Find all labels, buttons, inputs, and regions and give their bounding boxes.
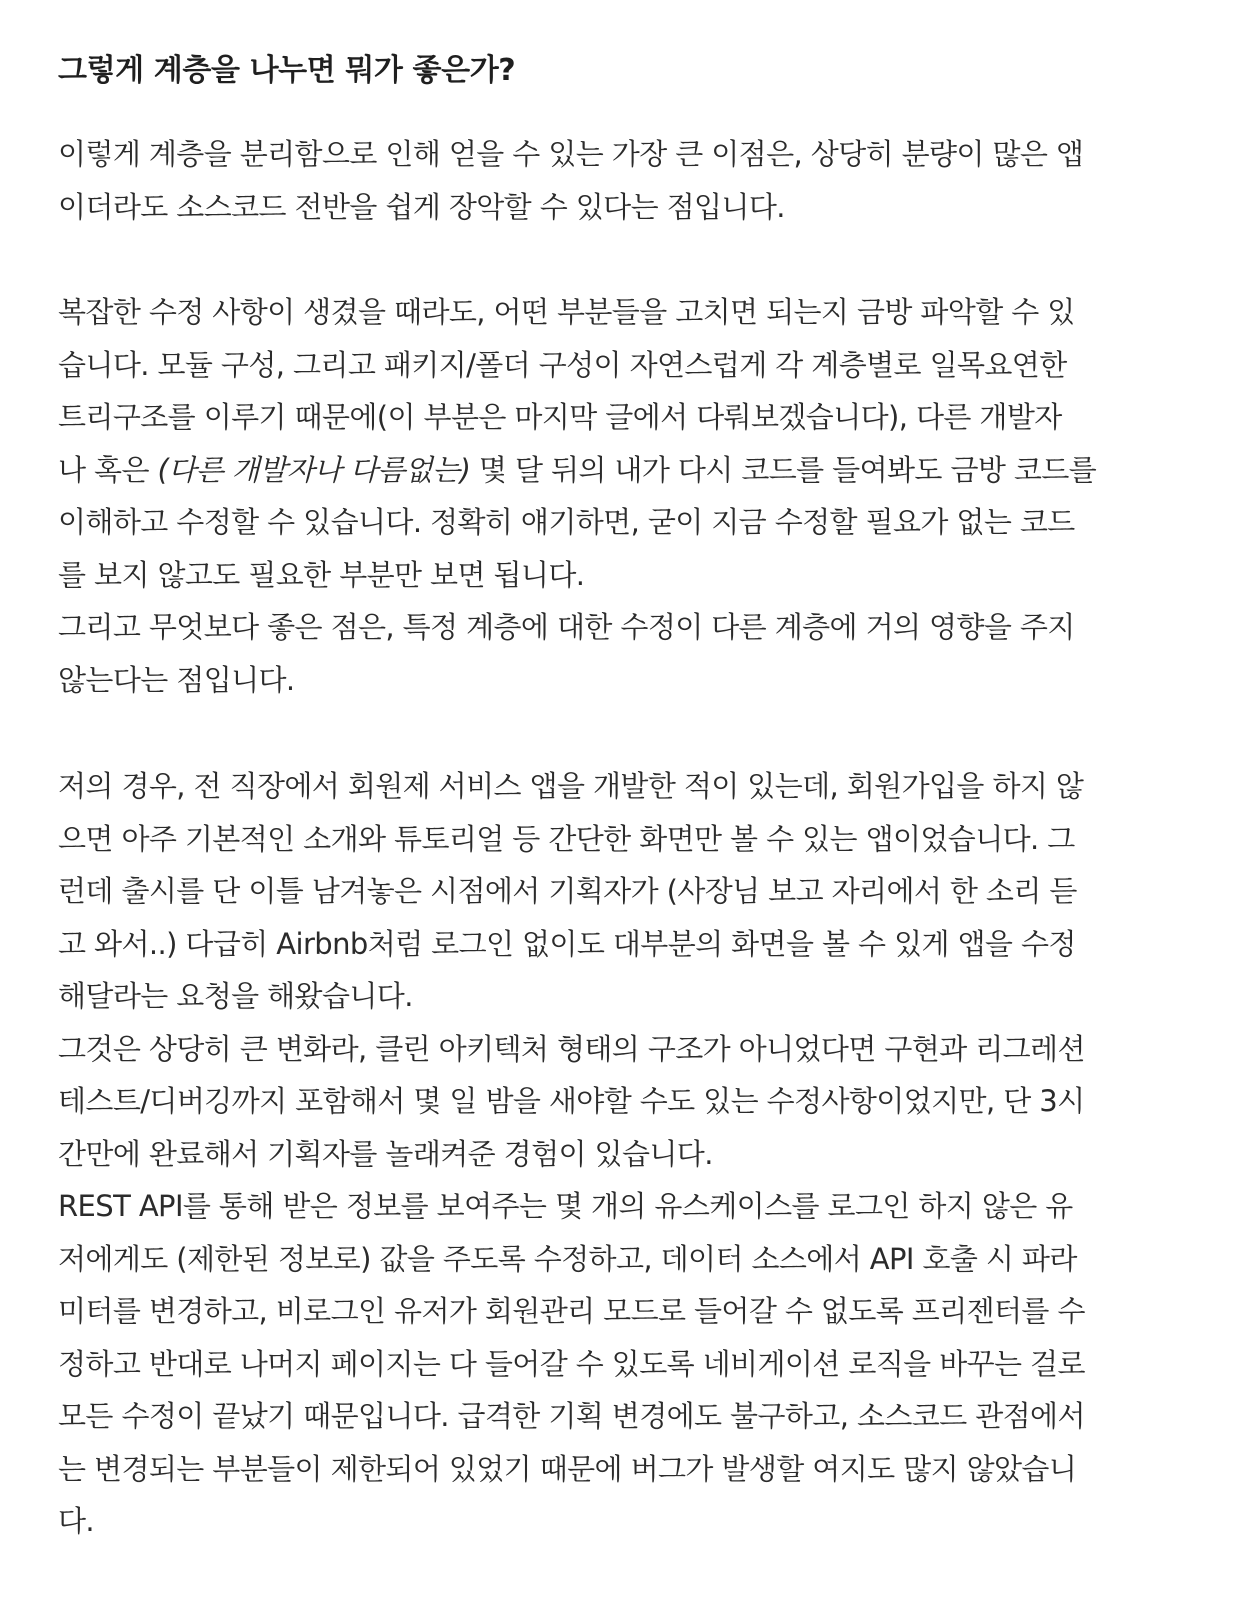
- paragraph-2: [58, 286, 1198, 706]
- text-line: 그것은 상당히 큰 변화라, 클린 아키텍처 형태의 구조가 아니었다면 구현과 리그레션: [58, 1031, 1085, 1066]
- italic-aside: (다른 개발자나 다름없는): [157, 452, 471, 487]
- text-line: 이렇게 계층을 분리함으로 인해 얻을 수 있는 가장 큰 이점은, 상당히 분량이 많은 앱: [58, 137, 1084, 171]
- text-line: 습니다. 모듈 구성, 그리고 패키지/폴더 구성이 자연스럽게 각 계층별로 일목요연한: [58, 347, 1067, 382]
- text-line: 다.: [58, 1504, 95, 1538]
- text-line: 는 변경되는 부분들이 제한되어 있었기 때문에 버그가 발생할 여지도 많지 않았습니: [58, 1451, 1077, 1486]
- text-line: 그리고 무엇보다 좋은 점은, 특정 계층에 대한 수정이 다른 계층에 거의 영향을 주지: [58, 610, 1075, 644]
- text-line: 고 와서..) 다급히 Airbnb처럼 로그인 없이도 대부분의 화면을 볼 수 있게 앱을 수정: [58, 926, 1076, 961]
- text-line: 트리구조를 이루기 때문에(이 부분은 마지막 글에서 다뤄보겠습니다), 다른 개발자: [58, 400, 1062, 434]
- text-line: 미터를 변경하고, 비로그인 유저가 회원관리 모드로 들어갈 수 없도록 프리젠터를 수: [58, 1294, 1085, 1328]
- paragraph-3: [58, 760, 1198, 1548]
- text-line: 모든 수정이 끝났기 때문입니다. 급격한 기획 변경에도 불구하고, 소스코드 관점에서: [58, 1399, 1085, 1433]
- text-line: 간만에 완료해서 기획자를 놀래켜준 경험이 있습니다.: [58, 1136, 713, 1171]
- text-line-with-italic: [58, 444, 1198, 497]
- text-line: 테스트/디버깅까지 포함해서 몇 일 밤을 새야할 수도 있는 수정사항이었지만, 단 3시: [58, 1084, 1085, 1118]
- paragraph-1: [58, 128, 1198, 233]
- text-line: 이더라도 소스코드 전반을 쉽게 장악할 수 있다는 점입니다.: [58, 189, 785, 224]
- text-line: 해달라는 요청을 해왔습니다.: [58, 979, 413, 1013]
- text-line: 으면 아주 기본적인 소개와 튜토리얼 등 간단한 화면만 볼 수 있는 앱이었습니다. 그: [58, 821, 1075, 856]
- text-line: 저의 경우, 전 직장에서 회원제 서비스 앱을 개발한 적이 있는데, 회원가입을 하지 않: [58, 769, 1084, 803]
- section-heading: 그렇게 계층을 나누면 뭐가 좋은가?: [58, 52, 516, 88]
- text-line: 않는다는 점입니다.: [58, 662, 295, 697]
- text-line: REST API를 통해 받은 정보를 보여주는 몇 개의 유스케이스를 로그인 하지 않은 유: [58, 1189, 1073, 1223]
- text-line: 저에게도 (제한된 정보로) 값을 주도록 수정하고, 데이터 소스에서 API 호출 시 파라: [58, 1241, 1077, 1276]
- text-line: 런데 출시를 단 이틀 남겨놓은 시점에서 기획자가 (사장님 보고 자리에서 한 소리 듣: [58, 874, 1077, 908]
- text-line: 를 보지 않고도 필요한 부분만 보면 됩니다.: [58, 557, 585, 592]
- text-line: 이해하고 수정할 수 있습니다. 정확히 얘기하면, 굳이 지금 수정할 필요가 없는 코드: [58, 505, 1075, 539]
- text-segment: 몇 달 뒤의 내가 다시 코드를 들여봐도 금방 코드를: [470, 452, 1097, 487]
- text-segment: 나 혹은: [58, 452, 158, 487]
- text-line: 복잡한 수정 사항이 생겼을 때라도, 어떤 부분들을 고치면 되는지 금방 파악할 수 있: [58, 295, 1075, 329]
- text-line: 정하고 반대로 나머지 페이지는 다 들어갈 수 있도록 네비게이션 로직을 바꾸는 걸로: [58, 1346, 1085, 1381]
